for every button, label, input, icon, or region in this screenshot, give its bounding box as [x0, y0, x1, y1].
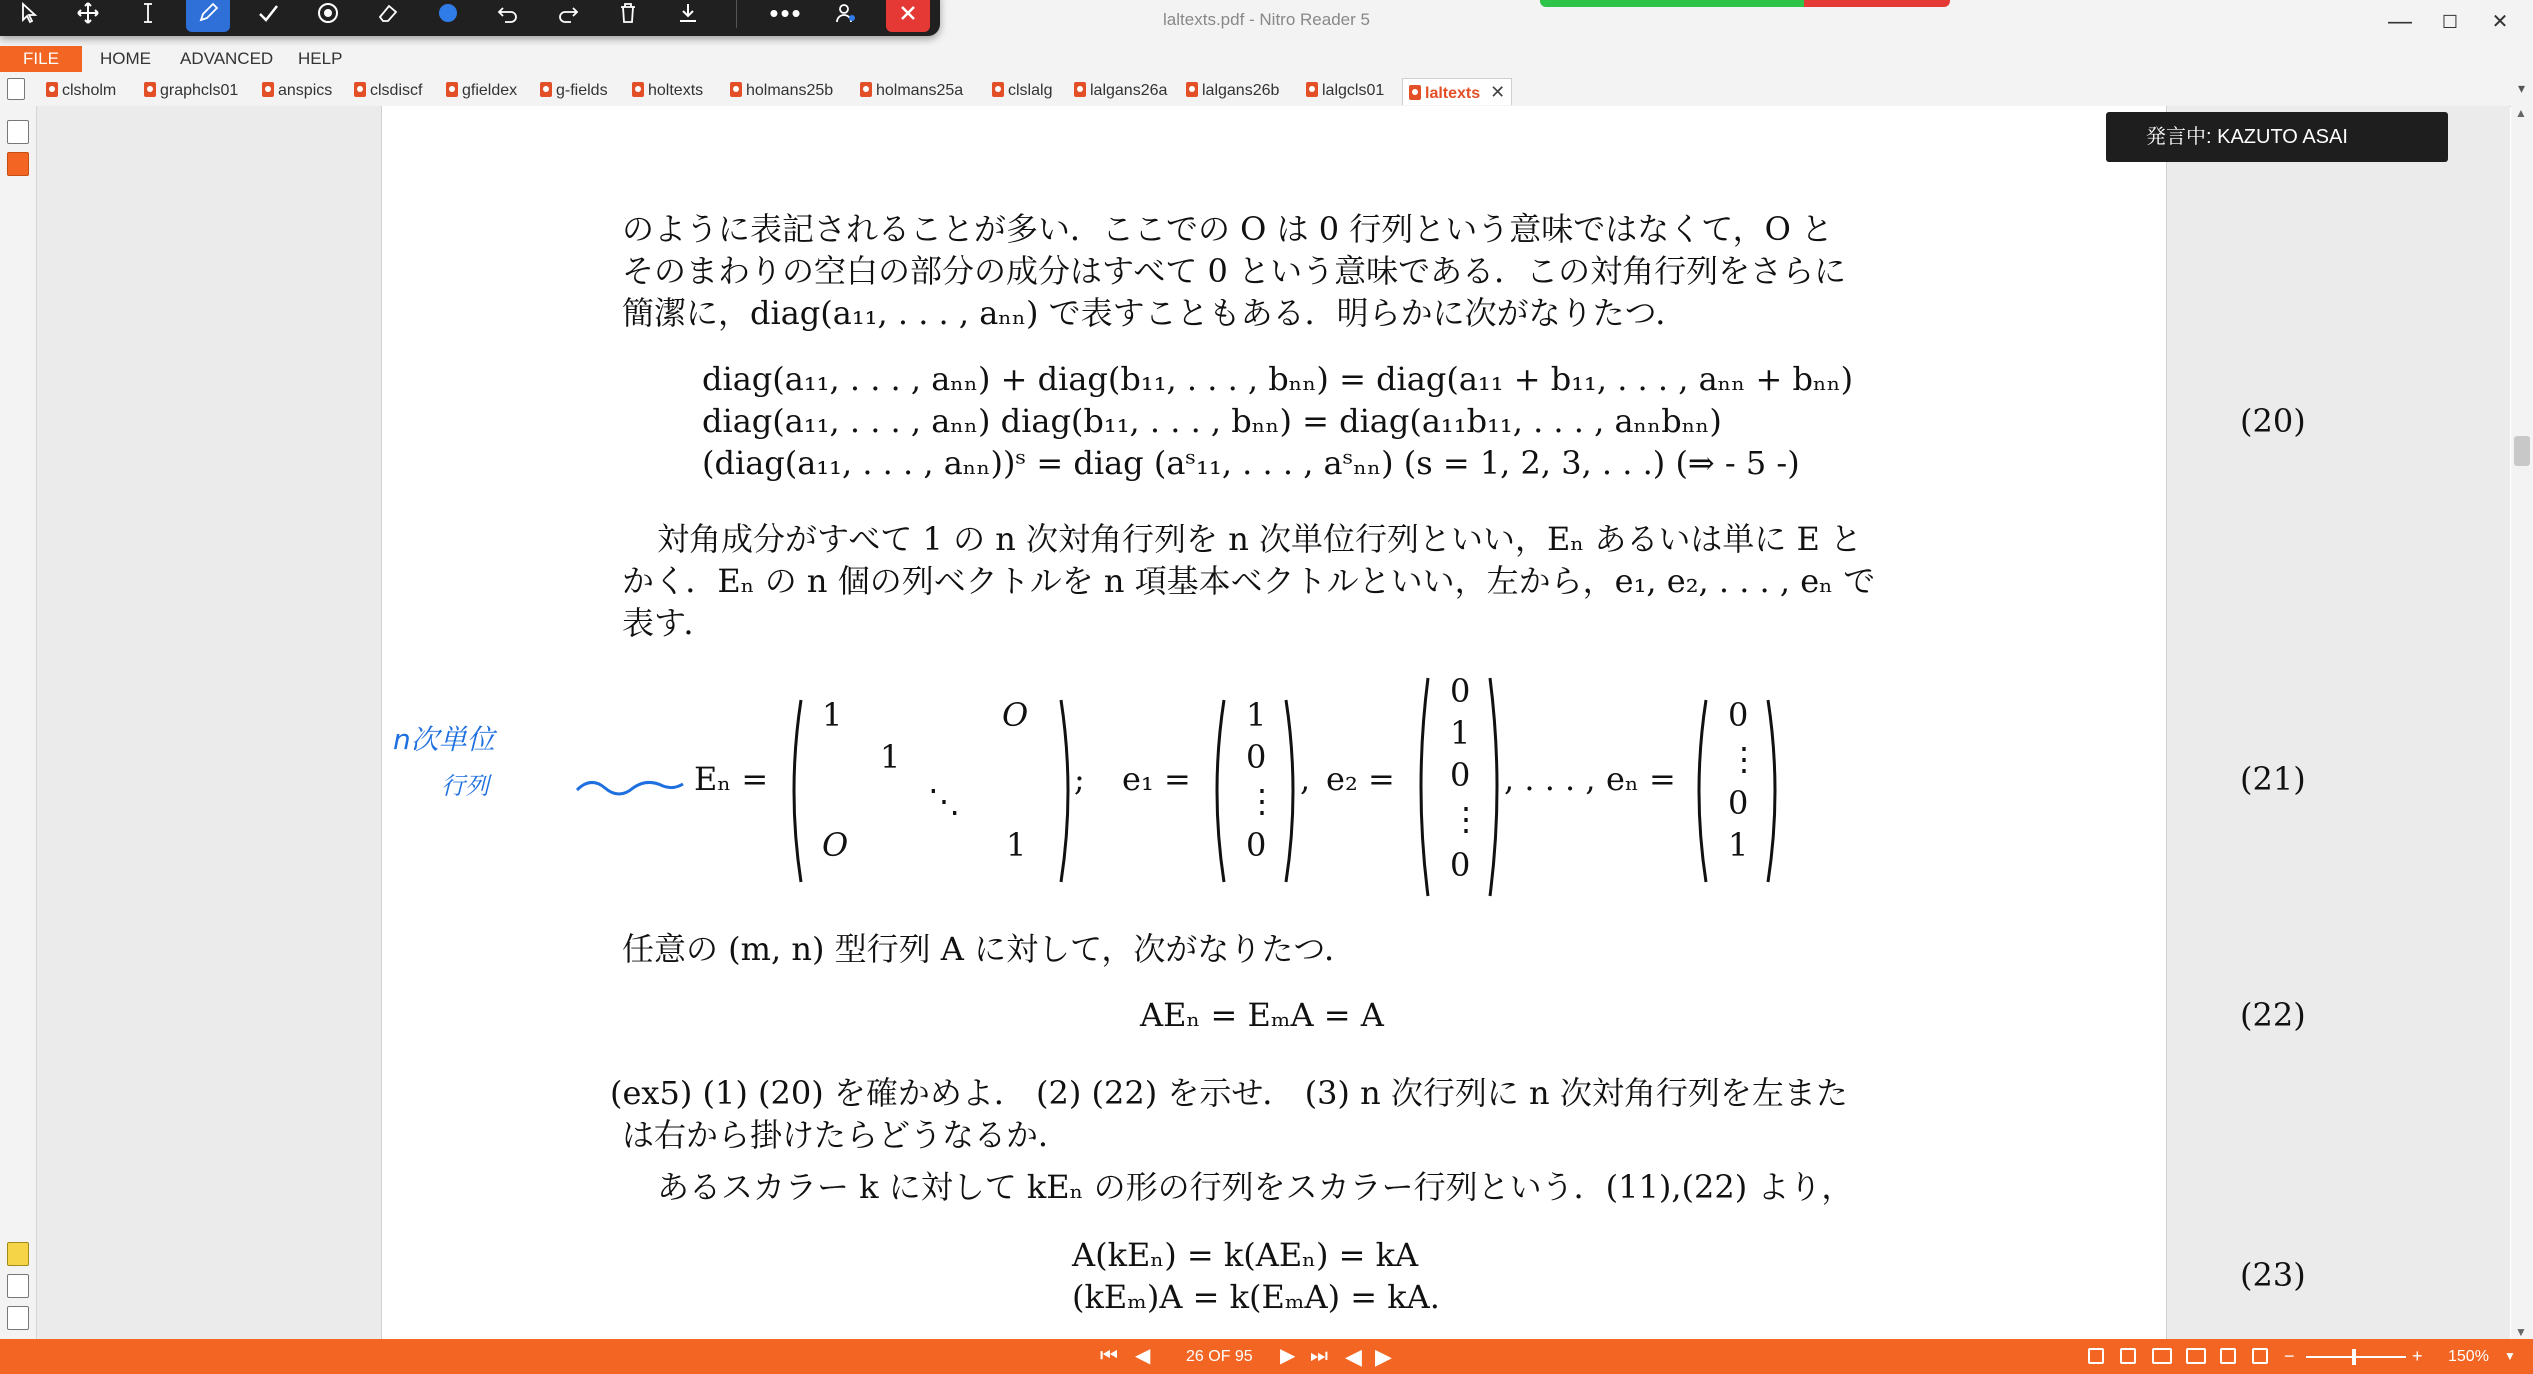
doc-tab[interactable]: [860, 78, 963, 104]
menu-file[interactable]: FILE: [0, 46, 82, 72]
bookmarks-panel-icon[interactable]: [7, 152, 29, 176]
doc-tab-label: holtexts: [648, 82, 704, 99]
next-view-icon[interactable]: ▶: [1375, 1344, 1392, 1369]
handwritten-wave-arrow: [573, 770, 693, 806]
checkmark-tool-icon[interactable]: [246, 0, 290, 32]
zoom-slider-handle[interactable]: [2352, 1349, 2356, 1365]
matrix-entry: 1: [822, 696, 843, 734]
links-panel-icon[interactable]: [7, 1274, 29, 1298]
matrix-entry: 1: [880, 738, 901, 776]
doc-tab-label: graphcls01: [160, 82, 239, 99]
zoom-in-button[interactable]: +: [2412, 1346, 2423, 1366]
attachments-panel-icon[interactable]: [7, 120, 29, 144]
doc-tab-label: laltexts: [1425, 85, 1481, 102]
doc-tab-active[interactable]: [1402, 78, 1512, 105]
handwritten-annotation-line1: n次単位: [393, 723, 495, 756]
pdf-file-icon: [46, 82, 58, 97]
matrix-entry: O: [1002, 696, 1029, 734]
vector-entry: 0: [1450, 672, 1471, 710]
close-window-button[interactable]: ✕: [2491, 11, 2509, 33]
vector-entry: 0: [1450, 846, 1471, 884]
doc-tab[interactable]: [262, 78, 332, 104]
equation-23-line1: A(kEₙ) = k(AEₙ) = kA: [1072, 1236, 1419, 1274]
previous-view-icon[interactable]: ◀: [1345, 1344, 1362, 1369]
pdf-file-icon: [1186, 82, 1198, 97]
pdf-file-icon: [144, 82, 156, 97]
paragraph-line: 簡潔に，diag(a₁₁, . . . , aₙₙ) で表すこともある．明らかに次がなりたつ．: [622, 294, 1688, 332]
pdf-file-icon: [446, 82, 458, 97]
vector-entry: 0: [1246, 826, 1267, 864]
tab-list-chevron-icon[interactable]: ▾: [2517, 80, 2525, 96]
doc-tab[interactable]: [992, 78, 1052, 104]
speaking-indicator: 発言中: KAZUTO ASAI: [2106, 112, 2448, 162]
close-toolbar-icon[interactable]: [886, 0, 930, 32]
fit-page-icon[interactable]: [2252, 1348, 2268, 1364]
doc-tab-label: gfieldex: [462, 82, 518, 99]
download-icon[interactable]: [666, 0, 710, 32]
doc-tab[interactable]: [446, 78, 517, 104]
doc-tab[interactable]: [46, 78, 116, 104]
pdf-file-icon: [354, 82, 366, 97]
equation-20-line3: (diag(a₁₁, . . . , aₙₙ))ˢ = diag (aˢ₁₁, . . . , aˢₙₙ) (s = 1, 2, 3, . . .) (⇒ - 5 -): [702, 444, 1800, 482]
scrollbar-thumb[interactable]: [2514, 436, 2530, 466]
facing-view-icon[interactable]: [2152, 1348, 2172, 1364]
doc-tab-label: clsholm: [62, 82, 117, 99]
continuous-view-icon[interactable]: [2120, 1348, 2136, 1364]
doc-tab-label: clsdiscf: [370, 82, 423, 99]
pages-panel-icon[interactable]: [7, 78, 25, 100]
vertical-scrollbar[interactable]: [2511, 106, 2533, 1339]
menu-home[interactable]: HOME: [100, 49, 151, 68]
paragraph-line: 任意の (m, n) 型行列 A に対して，次がなりたつ．: [622, 930, 1357, 968]
paragraph-line: のように表記されることが多い．ここでの O は 0 行列という意味ではなくて，O と: [622, 210, 1834, 248]
stamp-tool-icon[interactable]: [306, 0, 350, 32]
settings-people-icon[interactable]: [824, 0, 868, 32]
last-page-icon[interactable]: ⏭: [1310, 1345, 1328, 1367]
document-tab-strip: [0, 72, 2533, 107]
pdf-file-icon: [632, 82, 644, 97]
pdf-file-icon: [1306, 82, 1318, 97]
pdf-file-icon: [860, 82, 872, 97]
vector-entry: 1: [1450, 714, 1471, 752]
statusbar-scroll-icon: ▼: [2504, 1349, 2516, 1363]
drawing-toolbar: [0, 0, 940, 36]
exercise-line: (ex5) (1) (20) を確かめよ． (2) (22) を示せ． (3) n 次行列に n 次対角行列を左また: [610, 1074, 1848, 1112]
page-indicator[interactable]: 26 OF 95: [1186, 1348, 1253, 1365]
equation-number: (22): [2240, 996, 2306, 1034]
doc-tab-label: lalgcls01: [1322, 82, 1385, 99]
doc-tab-label: clslalg: [1008, 82, 1053, 99]
exercise-line: は右から掛けたらどうなるか．: [622, 1116, 1071, 1154]
doc-tab-label: holmans25a: [876, 82, 964, 99]
doc-tab[interactable]: [540, 78, 608, 104]
equation-23-line2: (kEₘ)A = k(EₘA) = kA.: [1072, 1278, 1440, 1316]
vector-entry: ⋮: [1246, 782, 1278, 820]
zoom-out-button[interactable]: −: [2284, 1346, 2295, 1366]
document-viewport: [37, 106, 2510, 1339]
left-side-panel: [0, 106, 37, 1339]
matrix-entry: ⋱: [928, 782, 960, 820]
vector-entry: 1: [1246, 696, 1267, 734]
menu-advanced[interactable]: ADVANCED: [180, 49, 274, 68]
matrix-entry: O: [822, 826, 849, 864]
e1-label: e₁ =: [1122, 760, 1191, 798]
move-tool-icon[interactable]: [66, 0, 110, 32]
toolbar-separator: [736, 0, 737, 28]
single-page-view-icon[interactable]: [2088, 1348, 2104, 1364]
doc-tab-label: g-fields: [556, 82, 608, 99]
matrix-entry: 1: [1006, 826, 1027, 864]
paragraph-line: 対角成分がすべて 1 の n 次対角行列を n 次単位行列といい，Eₙ あるいは単に E と: [657, 520, 1863, 558]
eq21-ellipsis: , . . . ,: [1504, 760, 1596, 798]
paragraph-line: 表す．: [622, 604, 716, 642]
e2-label: e₂ =: [1326, 760, 1395, 798]
progress-bar-green: [1540, 0, 1804, 7]
comments-panel-icon[interactable]: [7, 1242, 29, 1266]
maximize-button[interactable]: ☐: [2441, 12, 2459, 32]
eq21-lhs: Eₙ =: [694, 760, 769, 798]
redo-icon[interactable]: [546, 0, 590, 32]
equation-20-line2: diag(a₁₁, . . . , aₙₙ) diag(b₁₁, . . . , bₙₙ) = diag(a₁₁b₁₁, . . . , aₙₙbₙₙ): [702, 402, 1722, 440]
pdf-file-icon: [1409, 85, 1421, 100]
vector-entry: ⋮: [1450, 800, 1482, 838]
scroll-up-icon[interactable]: ▲: [2515, 106, 2527, 120]
equation-22: AEₙ = EₘA = A: [1140, 996, 1384, 1034]
paragraph-line: そのまわりの空白の部分の成分はすべて 0 という意味である．この対角行列をさらに: [622, 252, 1847, 290]
color-picker-icon[interactable]: [426, 0, 470, 32]
menu-help[interactable]: HELP: [298, 49, 343, 68]
equation-number: (20): [2240, 402, 2306, 440]
continuous-facing-view-icon[interactable]: [2186, 1348, 2206, 1364]
fit-width-icon[interactable]: [2220, 1348, 2236, 1364]
equation-20-line1: diag(a₁₁, . . . , aₙₙ) + diag(b₁₁, . . . , bₙₙ) = diag(a₁₁ + b₁₁, . . . , aₙₙ + bₙₙ): [702, 360, 1854, 398]
pen-tool-icon[interactable]: [186, 0, 230, 32]
trash-icon[interactable]: [606, 0, 650, 32]
first-page-icon[interactable]: ⏮: [1100, 1345, 1118, 1367]
pdf-file-icon: [540, 82, 552, 97]
zoom-slider-track[interactable]: [2306, 1356, 2406, 1358]
doc-tab[interactable]: [632, 78, 703, 104]
doc-tab[interactable]: [1186, 78, 1279, 104]
pdf-file-icon: [992, 82, 1004, 97]
close-tab-icon[interactable]: ✕: [1490, 82, 1506, 102]
scroll-down-icon[interactable]: ▼: [2515, 1325, 2527, 1339]
progress-bar-red: [1804, 0, 1950, 7]
eq21-semicolon: ;: [1074, 760, 1085, 798]
pointer-tool-icon[interactable]: [8, 0, 52, 32]
more-options-icon[interactable]: •••: [769, 0, 803, 28]
handwritten-annotation-line2: 行列: [441, 772, 489, 800]
vector-entry: 0: [1728, 696, 1749, 734]
pdf-file-icon: [1074, 82, 1086, 97]
pdf-file-icon: [730, 82, 742, 97]
doc-tab[interactable]: [354, 78, 422, 104]
doc-tab-label: anspics: [278, 82, 333, 99]
doc-tab[interactable]: [144, 78, 238, 104]
window-title: laltexts.pdf - Nitro Reader 5: [1163, 10, 1370, 29]
en-label: eₙ =: [1606, 760, 1676, 798]
vector-entry: 0: [1450, 756, 1471, 794]
previous-page-icon[interactable]: ◀: [1135, 1345, 1151, 1367]
doc-tab[interactable]: [730, 78, 833, 104]
vector-entry: 0: [1728, 784, 1749, 822]
minimize-button[interactable]: —: [2388, 8, 2412, 35]
eq21-comma: ,: [1300, 760, 1311, 798]
pdf-file-icon: [262, 82, 274, 97]
vector-entry: 1: [1728, 826, 1749, 864]
text-cursor-tool-icon[interactable]: [126, 0, 170, 32]
status-bar: [0, 1339, 2533, 1374]
undo-icon[interactable]: [486, 0, 530, 32]
paragraph-line: あるスカラー k に対して kEₙ の形の行列をスカラー行列という．(11),(22) より，: [657, 1168, 1854, 1206]
equation-number: (21): [2240, 760, 2306, 798]
paragraph-line: かく．Eₙ の n 個の列ベクトルを n 項基本ベクトルといい，左から，e₁, e₂, . . . , eₙ で: [622, 562, 1876, 600]
vector-entry: 0: [1246, 738, 1267, 776]
menu-bar: [0, 46, 2533, 72]
equation-number: (23): [2240, 1256, 2306, 1294]
doc-tab[interactable]: [1074, 78, 1167, 104]
vector-entry: ⋮: [1728, 740, 1760, 778]
zoom-level[interactable]: 150%: [2448, 1348, 2489, 1365]
doc-tab-label: lalgans26a: [1090, 82, 1168, 99]
next-page-icon[interactable]: ▶: [1280, 1345, 1296, 1367]
doc-tab-label: holmans25b: [746, 82, 834, 99]
doc-tab[interactable]: [1306, 78, 1384, 104]
eraser-tool-icon[interactable]: [366, 0, 410, 32]
layers-panel-icon[interactable]: [7, 1306, 29, 1330]
doc-tab-label: lalgans26b: [1202, 82, 1280, 99]
